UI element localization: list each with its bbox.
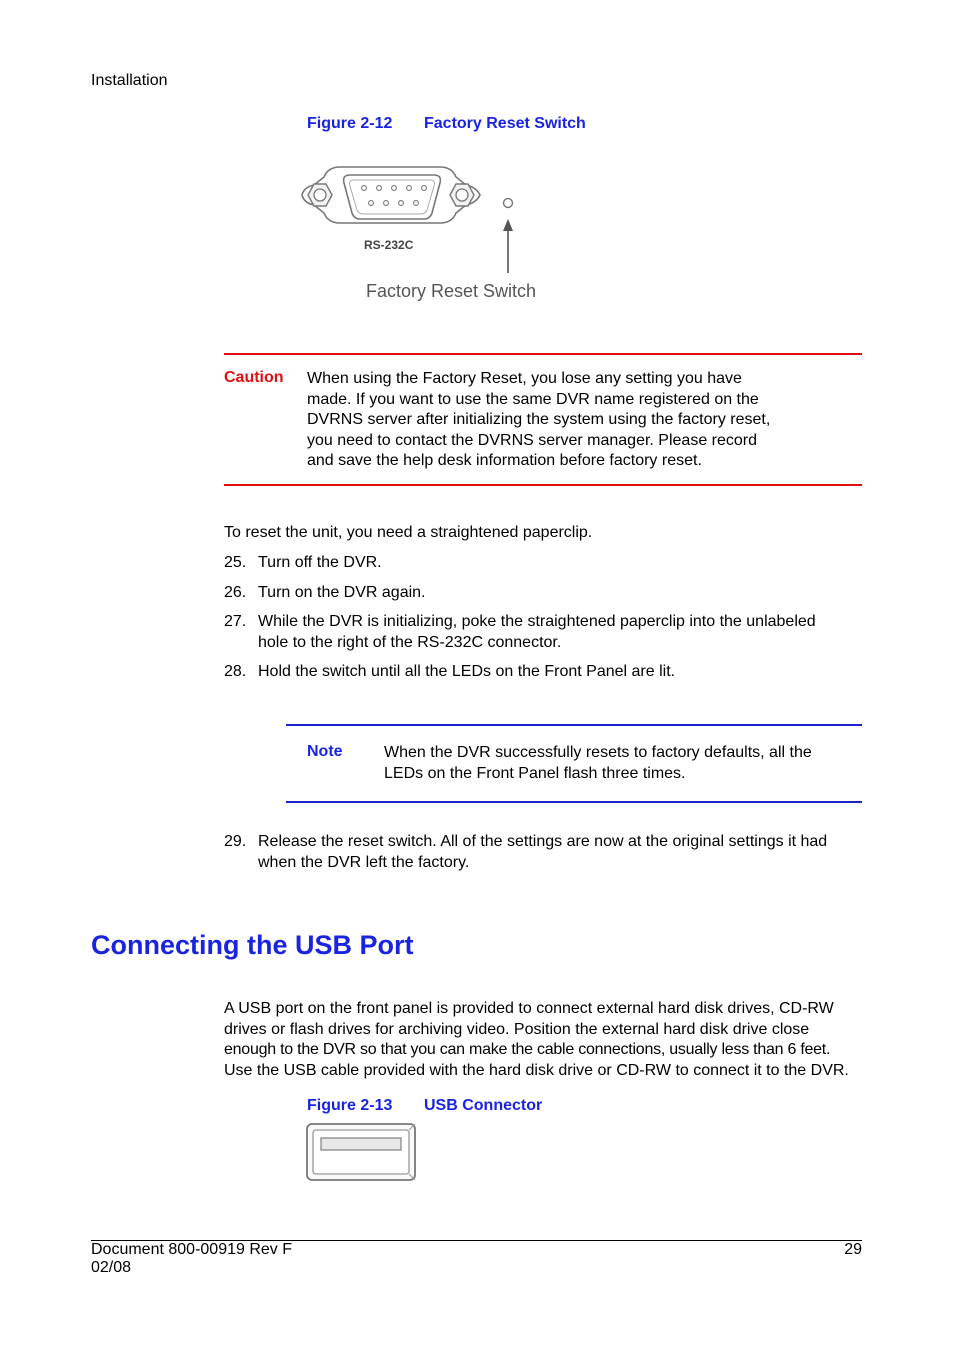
paragraph-line: enough to the DVR so that you can make the cable connections, usually less than 6 feet. [224,1041,831,1058]
note-line: LEDs on the Front Panel flash three times. [384,764,686,782]
footer-document-info [91,1241,292,1277]
caution-line: When using the Factory Reset, you lose any setting you have [307,370,742,387]
usb-paragraph [224,999,864,1081]
figure-title: USB Connector [424,1097,543,1114]
caution-bottom-rule [224,484,862,486]
rs232-connector-illustration [300,155,560,310]
step-number: 28. [224,663,247,680]
note-label: Note [307,743,343,760]
step-number: 29. [224,833,247,850]
paragraph-line: Use the USB cable provided with the hard disk drive or CD-RW to connect it to the DVR. [224,1061,849,1079]
caution-label: Caution [224,369,284,386]
step-text: Turn on the DVR again. [258,584,426,601]
note-text [384,743,854,784]
step-text: Hold the switch until all the LEDs on the Front Panel are lit. [258,663,676,680]
note-line: When the DVR successfully resets to factory defaults, all the [384,744,812,761]
step-number: 27. [224,613,247,630]
step-text: Turn off the DVR. [258,554,382,571]
step-text-line: when the DVR left the factory. [258,853,470,871]
figure-caption [307,1097,542,1115]
figure-number: Figure 2-12 [307,115,393,132]
note-top-rule [286,724,862,726]
running-header: Installation [91,72,168,89]
intro-paragraph: To reset the unit, you need a straightened paperclip. [224,524,593,541]
figure-caption [307,115,586,133]
paragraph-line: drives or flash drives for archiving video. Position the external hard disk drive close [224,1020,810,1038]
section-heading: Connecting the USB Port [91,930,414,960]
figure-title: Factory Reset Switch [424,115,586,132]
caution-line: made. If you want to use the same DVR name registered on the [307,390,759,408]
caution-top-rule [224,353,862,355]
note-bottom-rule [286,801,862,803]
step-text-line: While the DVR is initializing, poke the straightened paperclip into the unlabeled [258,613,816,630]
step-text [258,612,864,653]
usb-connector-illustration [305,1122,419,1184]
caution-text [307,369,797,472]
caution-line: and save the help desk information before factory reset. [307,452,702,469]
step-text-line: Release the reset switch. All of the settings are now at the original settings it had [258,833,828,850]
paragraph-line: A USB port on the front panel is provided to connect external hard disk drives, CD-RW [224,1000,834,1017]
connector-label: RS-232C [364,238,414,252]
caution-line: you need to contact the DVRNS server manager. Please record [307,431,758,449]
step-number: 25. [224,554,247,571]
step-text [258,832,864,873]
document-number: Document 800-00919 Rev F [91,1241,292,1258]
step-text-line: hole to the right of the RS-232C connector. [258,633,562,651]
document-date: 02/08 [91,1259,132,1276]
caution-line: DVRNS server after initializing the system using the factory reset, [307,411,771,428]
step-number: 26. [224,584,247,601]
switch-label: Factory Reset Switch [366,281,537,301]
page-number: 29 [844,1241,862,1258]
figure-number: Figure 2-13 [307,1097,393,1114]
